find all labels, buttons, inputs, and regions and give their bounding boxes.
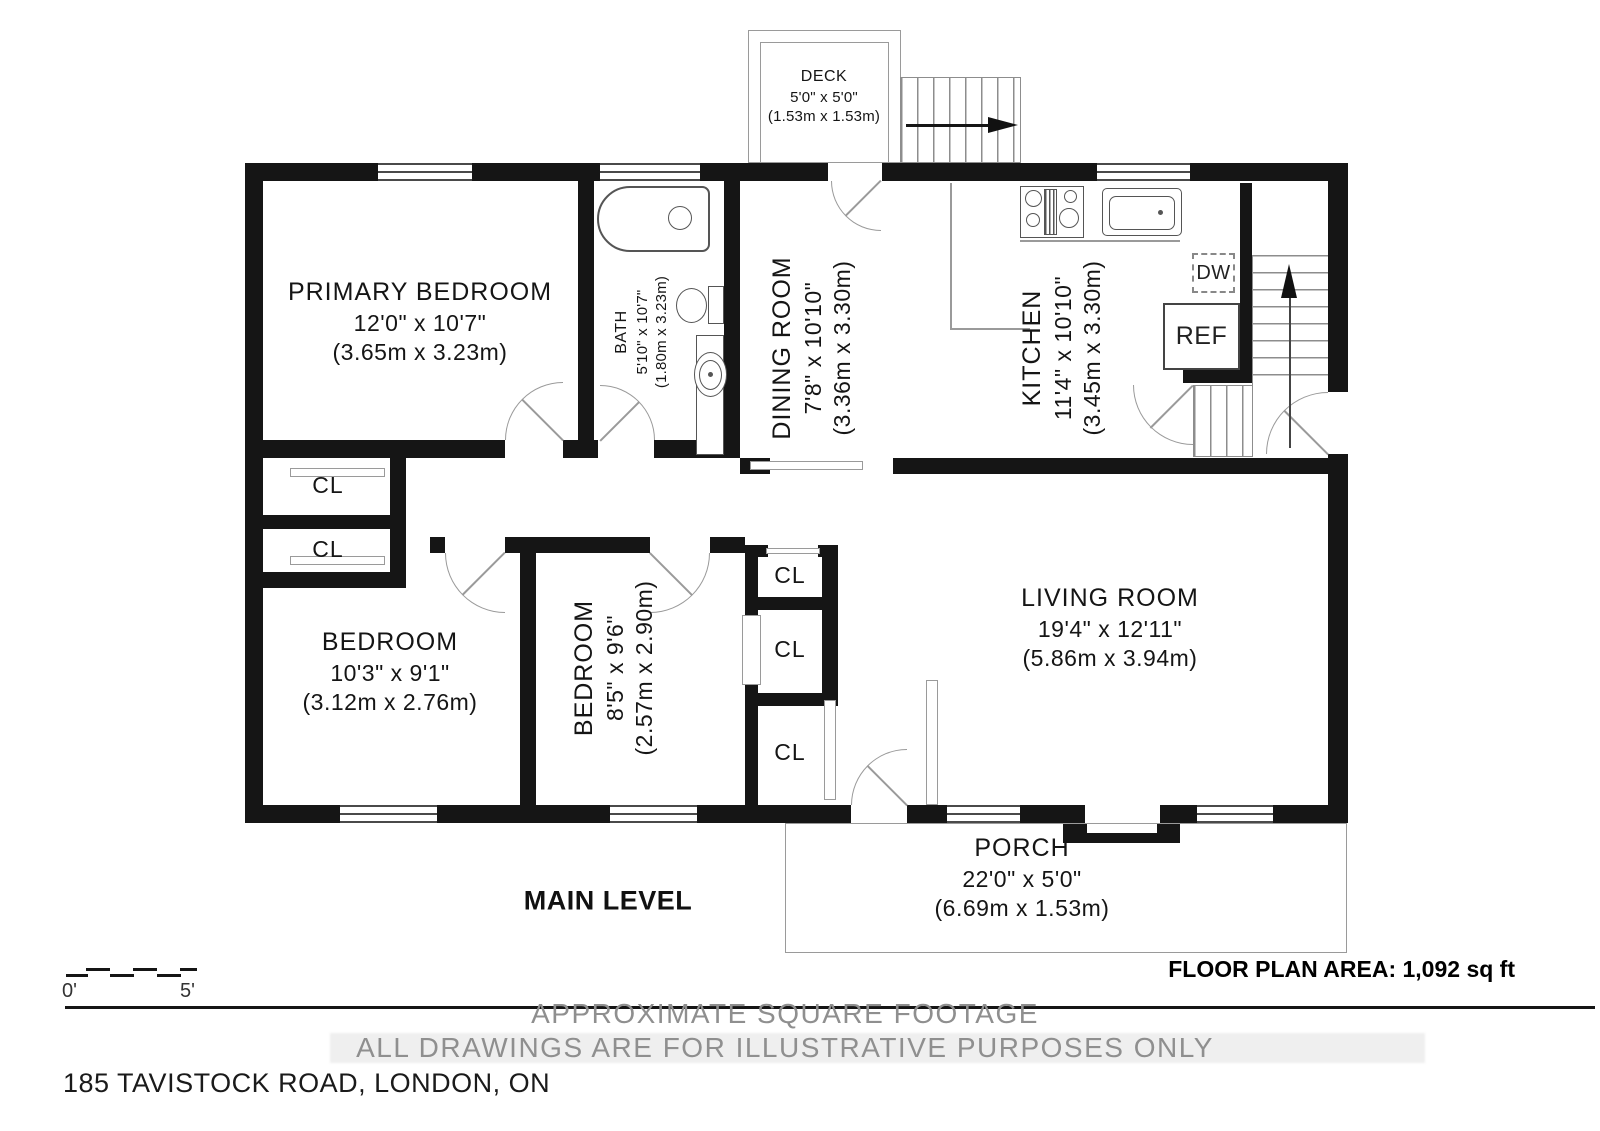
scale-bar-seg xyxy=(180,968,197,971)
scale-bar-seg xyxy=(133,968,157,971)
window-living-left xyxy=(947,805,1020,823)
scale-bar-seg xyxy=(66,974,88,977)
bath-sink-drain xyxy=(708,372,713,377)
scale-bar-seg xyxy=(157,974,181,977)
floor-plan-area-label: FLOOR PLAN AREA: 1,092 sq ft xyxy=(1168,956,1515,982)
deck-stairs-arrow-icon xyxy=(988,117,1018,133)
wall-outer-left xyxy=(245,163,263,823)
closet-mid2-bifold-door xyxy=(742,615,761,685)
wall-kitchen-stairs xyxy=(1240,183,1252,383)
living-room-partition xyxy=(926,680,938,805)
door-opening-deck xyxy=(828,163,882,181)
door-opening-bath xyxy=(598,440,654,458)
window-bath xyxy=(600,163,700,181)
scale-start-label: 0' xyxy=(62,980,77,1002)
kitchen-counter-front xyxy=(1020,240,1180,242)
closet-label-left1: CL xyxy=(312,472,344,499)
window-kitchen xyxy=(1097,163,1190,181)
wall-fridge-nook xyxy=(1183,370,1240,383)
wall-closet-left-right xyxy=(390,440,406,588)
wall-living-top xyxy=(893,458,1348,474)
room-label-porch: PORCH 22'0" x 5'0" (6.69m x 1.53m) xyxy=(934,833,1110,922)
closet-label-left2: CL xyxy=(312,536,344,563)
scale-end-label: 5' xyxy=(180,980,195,1002)
window-bedroom1 xyxy=(340,805,437,823)
bathtub xyxy=(597,186,710,252)
door-opening-bedroom1 xyxy=(445,537,505,553)
kitchen-counter-return-v xyxy=(950,183,952,330)
wall-bedroom1-bedroom2 xyxy=(520,537,536,823)
wall-bath-dining xyxy=(724,163,740,458)
level-label: MAIN LEVEL xyxy=(523,885,693,916)
closet-label-mid2: CL xyxy=(774,636,806,663)
closet-mid3-door xyxy=(824,700,836,800)
door-opening-side xyxy=(1328,392,1348,454)
toilet-bowl xyxy=(676,288,707,323)
address-label: 185 TAVISTOCK ROAD, LONDON, ON xyxy=(63,1068,551,1098)
window-living-right xyxy=(1197,805,1273,823)
door-opening-primary xyxy=(505,440,563,458)
room-label-dining-room: DINING ROOM 7'8" x 10'10" (3.36m x 3.30m) xyxy=(767,256,856,440)
door-opening-front xyxy=(851,805,907,823)
kitchen-sink-drain xyxy=(1158,210,1163,215)
wall-closet-mid-right xyxy=(822,545,838,695)
stairs-lower-flight xyxy=(1193,385,1253,457)
scale-bar-seg xyxy=(110,974,134,977)
wall-outer-right xyxy=(1328,163,1348,823)
stove-burner-tl xyxy=(1025,190,1042,207)
scale-bar-seg xyxy=(86,968,110,971)
disclaimer-line2: ALL DRAWINGS ARE FOR ILLUSTRATIVE PURPOSES ONLY xyxy=(356,1032,1214,1063)
wall-closet-left-bottom xyxy=(245,572,406,588)
closet-mid-top-door xyxy=(766,548,820,554)
refrigerator-label: REF xyxy=(1175,322,1228,350)
closet-label-mid3: CL xyxy=(774,739,806,766)
window-primary-bedroom xyxy=(378,163,472,181)
room-label-kitchen: KITCHEN 11'4" x 10'10" (3.45m x 3.30m) xyxy=(1017,260,1106,436)
stove-burner-br xyxy=(1059,208,1079,228)
kitchen-sink-inner xyxy=(1109,196,1175,230)
pocket-door xyxy=(750,461,863,470)
refrigerator-box xyxy=(1163,303,1240,370)
disclaimer-line1: APPROXIMATE SQUARE FOOTAGE xyxy=(531,998,1039,1029)
toilet-tank xyxy=(708,286,724,324)
wall-hall-top xyxy=(245,440,740,458)
wall-closet-mid-div1 xyxy=(745,597,838,610)
deck-stairs-direction-line xyxy=(906,124,990,127)
window-bedroom2 xyxy=(610,805,697,823)
bathtub-drain xyxy=(668,206,692,230)
room-label-bedroom1: BEDROOM 10'3" x 9'1" (3.12m x 2.76m) xyxy=(302,627,478,716)
wall-closet-left-divider xyxy=(245,515,406,529)
stove-grill xyxy=(1044,189,1057,235)
stairs-center-line xyxy=(1289,296,1291,448)
wall-primary-bath xyxy=(578,163,594,458)
stove-burner-tr xyxy=(1064,190,1077,203)
room-label-bath: BATH 5'10" x 10'7" (1.80m x 3.23m) xyxy=(613,275,671,389)
room-label-living-room: LIVING ROOM 19'4" x 12'11" (5.86m x 3.94m) xyxy=(1021,583,1199,672)
stairs-up-arrow-icon xyxy=(1281,264,1297,298)
room-label-bedroom2: BEDROOM 8'5" x 9'6" (2.57m x 2.90m) xyxy=(569,580,658,756)
room-label-deck: DECK 5'0" x 5'0" (1.53m x 1.53m) xyxy=(767,68,881,126)
dishwasher-label: DW xyxy=(1196,261,1231,284)
dishwasher-box xyxy=(1192,253,1235,293)
stove-burner-bl xyxy=(1026,213,1040,227)
door-opening-entry-recess xyxy=(1085,805,1160,823)
door-opening-bedroom2 xyxy=(650,537,710,553)
closet-label-mid1: CL xyxy=(774,562,806,589)
room-label-primary-bedroom: PRIMARY BEDROOM 12'0" x 10'7" (3.65m x 3.23m) xyxy=(287,277,553,366)
